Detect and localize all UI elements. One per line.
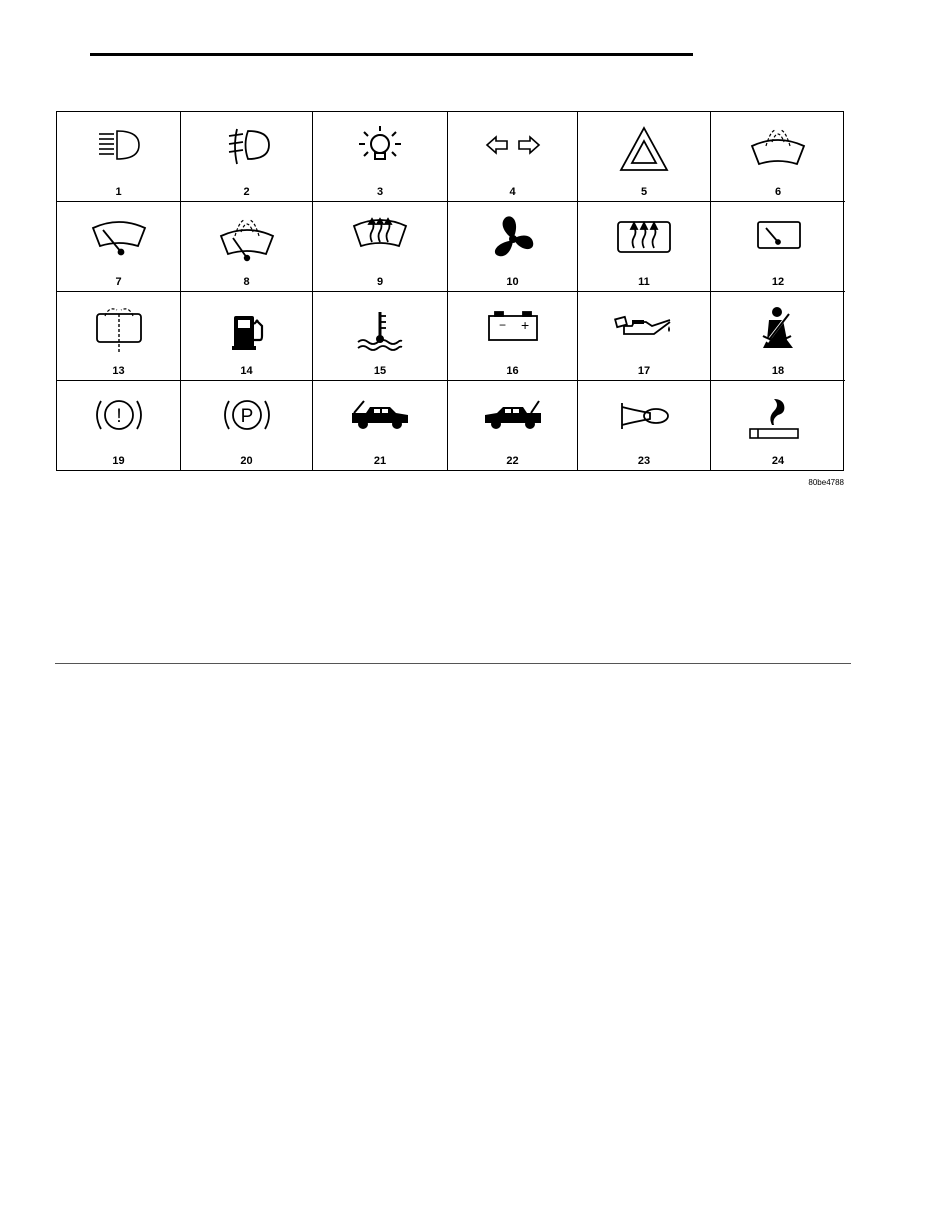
- symbol-cell: [181, 292, 313, 381]
- symbol-cell: [57, 381, 181, 470]
- figure-id-label: 80be4788: [808, 478, 844, 487]
- parking-brake-icon: [217, 393, 277, 439]
- symbol-cell: [578, 112, 711, 202]
- symbol-cell: [313, 292, 448, 381]
- symbol-cell: [57, 292, 181, 381]
- parking-letter: P: [240, 406, 253, 427]
- symbol-number: 13: [112, 365, 125, 377]
- trunk-release-icon: [481, 393, 545, 433]
- windshield-wiper-icon: [89, 214, 149, 260]
- hazard-warning-icon: [616, 124, 672, 174]
- symbol-cell: [313, 112, 448, 202]
- symbol-cell: [448, 381, 578, 470]
- symbol-cell: [448, 202, 578, 292]
- symbol-number: 8: [243, 276, 250, 288]
- symbol-cell: [711, 381, 845, 470]
- windshield-defrost-icon: [350, 214, 410, 260]
- symbol-number: 4: [509, 186, 516, 198]
- symbol-cell: [181, 202, 313, 292]
- symbol-number: 10: [506, 276, 519, 288]
- symbol-number: 19: [112, 455, 125, 467]
- headlamp-high-beam-icon: [91, 124, 147, 168]
- cigarette-lighter-icon: [746, 393, 810, 443]
- symbol-cell: [578, 202, 711, 292]
- top-rule: [90, 53, 693, 56]
- rear-window-wiper-icon: [750, 214, 806, 260]
- symbol-number: 24: [771, 455, 785, 467]
- lamp-on-icon: [352, 124, 408, 168]
- symbol-number: 17: [637, 365, 651, 377]
- blower-fan-icon: [485, 214, 541, 264]
- bottom-rule: [55, 663, 851, 664]
- symbol-cell: [448, 112, 578, 202]
- symbol-cell: [313, 202, 448, 292]
- brake-exclamation: !: [115, 406, 122, 427]
- symbol-cell: [57, 202, 181, 292]
- symbol-number: 23: [637, 455, 651, 467]
- symbol-number: 5: [640, 186, 648, 198]
- symbol-number: 22: [506, 455, 519, 467]
- symbol-number: 2: [243, 186, 250, 198]
- fuel-pump-icon: [222, 304, 272, 354]
- symbol-cell: [448, 292, 578, 381]
- symbol-number: 1: [115, 186, 122, 198]
- symbol-cell: [578, 292, 711, 381]
- rear-window-washer-icon: [91, 304, 147, 354]
- horn-icon: [616, 393, 672, 437]
- symbol-number: 6: [774, 186, 782, 198]
- symbol-number: 11: [638, 276, 650, 288]
- symbol-number: 21: [373, 455, 387, 467]
- symbol-cell: [578, 381, 711, 470]
- symbol-cell: [181, 112, 313, 202]
- symbol-number: 7: [115, 276, 122, 288]
- wiper-washer-icon: [217, 214, 277, 264]
- symbol-cell: [711, 202, 845, 292]
- hood-release-icon: [348, 393, 412, 433]
- symbol-number: 12: [771, 276, 785, 288]
- coolant-temperature-icon: [352, 304, 408, 356]
- battery-plus-sign: +: [520, 317, 529, 333]
- battery-minus-sign: −: [498, 318, 506, 332]
- symbol-number: 18: [771, 365, 785, 377]
- oil-can-icon: [612, 304, 676, 350]
- symbol-cell: [181, 381, 313, 470]
- symbol-cell: [711, 292, 845, 381]
- symbol-number: 14: [240, 365, 253, 377]
- fog-lamp-icon: [219, 124, 275, 168]
- rear-window-defrost-icon: [614, 214, 674, 260]
- symbol-cell: [57, 112, 181, 202]
- symbol-number: 15: [373, 365, 387, 377]
- symbol-number: 20: [240, 455, 253, 467]
- symbol-number: 9: [376, 276, 384, 288]
- symbol-grid: [56, 111, 844, 471]
- symbol-cell: [313, 381, 448, 470]
- symbol-number: 3: [376, 186, 384, 198]
- battery-charge-icon: [485, 304, 541, 348]
- turn-signal-arrows-icon: [483, 124, 543, 168]
- symbol-cell: [711, 112, 845, 202]
- symbol-number: 16: [506, 365, 519, 377]
- brake-warning-icon: [89, 393, 149, 439]
- seat-belt-icon: [753, 304, 803, 354]
- windshield-washer-icon: [748, 124, 808, 170]
